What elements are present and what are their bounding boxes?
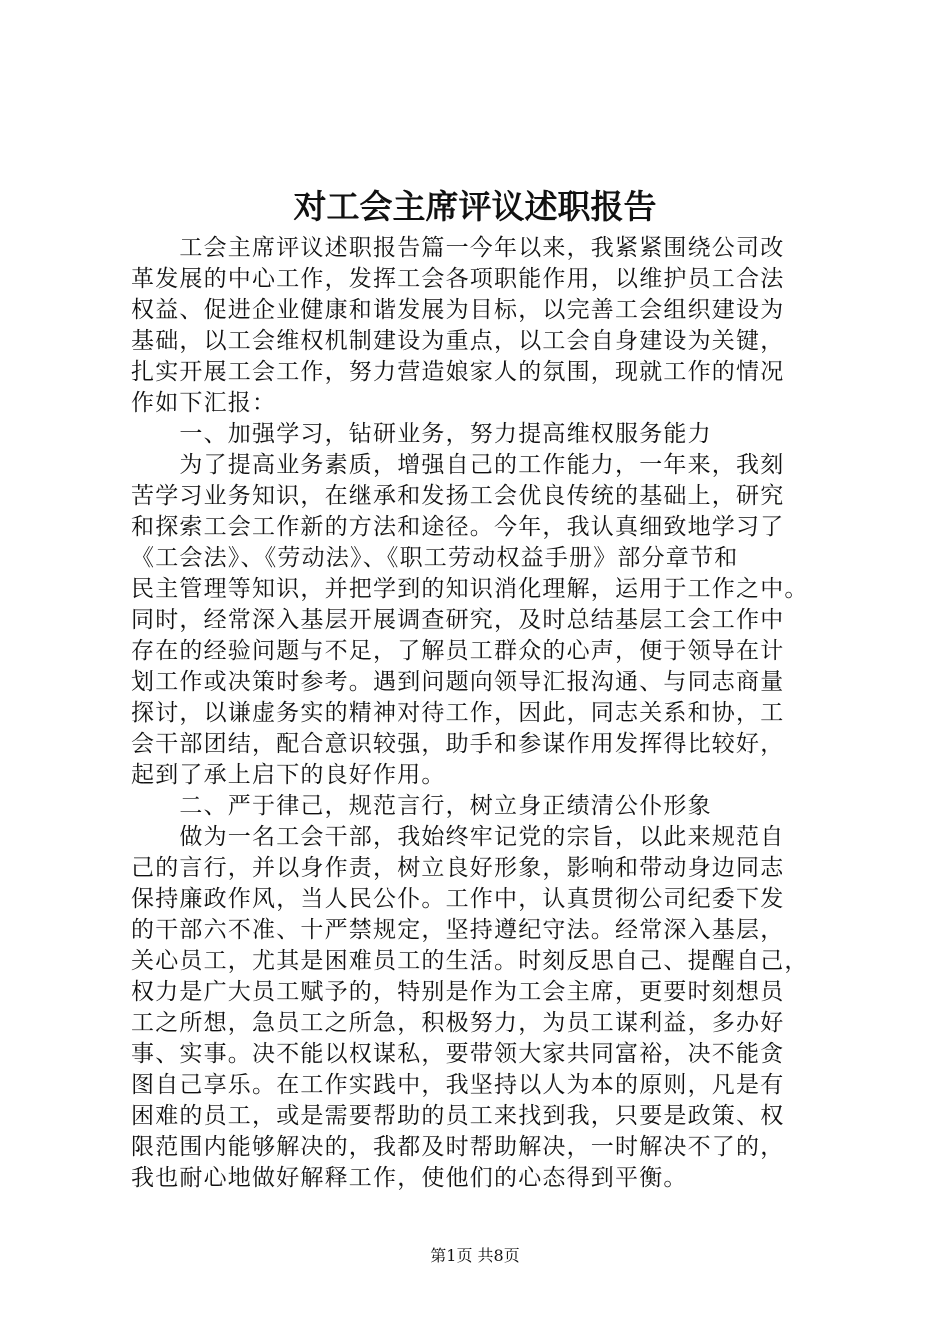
body-line: 的干部六不准、十严禁规定，坚持遵纪守法。经常深入基层， bbox=[131, 917, 785, 943]
body-line: 作如下汇报： bbox=[131, 390, 277, 416]
body-line: 基础，以工会维权机制建设为重点，以工会自身建设为关键， bbox=[131, 328, 785, 354]
body-line: 工之所想，急员工之所急，积极努力，为员工谋利益，多办好 bbox=[131, 1010, 785, 1036]
section-heading: 一、加强学习，钻研业务，努力提高维权服务能力 bbox=[131, 421, 712, 447]
document-body bbox=[131, 233, 831, 1194]
body-line: 会干部团结，配合意识较强，助手和参谋作用发挥得比较好， bbox=[131, 731, 785, 757]
body-line: 存在的经验问题与不足，了解员工群众的心声，便于领导在计 bbox=[131, 638, 785, 664]
body-line: 扎实开展工会工作，努力营造娘家人的氛围，现就工作的情况 bbox=[131, 359, 785, 385]
body-line: 为了提高业务素质，增强自己的工作能力，一年来，我刻 bbox=[131, 452, 785, 478]
body-line: 困难的员工，或是需要帮助的员工来找到我，只要是政策、权 bbox=[131, 1103, 785, 1129]
body-line: 权益、促进企业健康和谐发展为目标，以完善工会组织建设为 bbox=[131, 297, 785, 323]
body-line: 关心员工，尤其是困难员工的生活。时刻反思自己、提醒自己， bbox=[131, 948, 809, 974]
page-number-footer: 第1页 共8页 bbox=[430, 1246, 520, 1265]
body-line: 革发展的中心工作，发挥工会各项职能作用，以维护员工合法 bbox=[131, 266, 785, 292]
body-line: 苦学习业务知识，在继承和发扬工会优良传统的基础上，研究 bbox=[131, 483, 785, 509]
body-line: 民主管理等知识，并把学到的知识消化理解，运用于工作之中。 bbox=[131, 576, 809, 602]
body-line: 限范围内能够解决的，我都及时帮助解决，一时解决不了的， bbox=[131, 1134, 785, 1160]
body-line: 《工会法》、《劳动法》、《职工劳动权益手册》部分章节和 bbox=[131, 545, 739, 571]
body-line: 和探索工会工作新的方法和途径。今年，我认真细致地学习了 bbox=[131, 514, 785, 540]
section-heading: 二、严于律己，规范言行，树立身正绩清公仆形象 bbox=[131, 793, 712, 819]
body-line: 同时，经常深入基层开展调查研究，及时总结基层工会工作中 bbox=[131, 607, 785, 633]
body-line: 保持廉政作风，当人民公仆。工作中，认真贯彻公司纪委下发 bbox=[131, 886, 785, 912]
body-line: 我也耐心地做好解释工作，使他们的心态得到平衡。 bbox=[131, 1165, 688, 1191]
body-line: 权力是广大员工赋予的，特别是作为工会主席，更要时刻想员 bbox=[131, 979, 785, 1005]
body-line: 事、实事。决不能以权谋私，要带领大家共同富裕，决不能贪 bbox=[131, 1041, 785, 1067]
body-line: 探讨，以谦虚务实的精神对待工作，因此，同志关系和协，工 bbox=[131, 700, 785, 726]
body-line: 划工作或决策时参考。遇到问题向领导汇报沟通、与同志商量 bbox=[131, 669, 785, 695]
body-line: 图自己享乐。在工作实践中，我坚持以人为本的原则，凡是有 bbox=[131, 1072, 785, 1098]
body-line: 工会主席评议述职报告篇一今年以来，我紧紧围绕公司改 bbox=[131, 235, 785, 261]
body-line: 己的言行，并以身作责，树立良好形象，影响和带动身边同志 bbox=[131, 855, 785, 881]
document-title: 对工会主席评议述职报告 bbox=[293, 187, 657, 226]
body-line: 做为一名工会干部，我始终牢记党的宗旨，以此来规范自 bbox=[131, 824, 785, 850]
body-line: 起到了承上启下的良好作用。 bbox=[131, 762, 446, 788]
